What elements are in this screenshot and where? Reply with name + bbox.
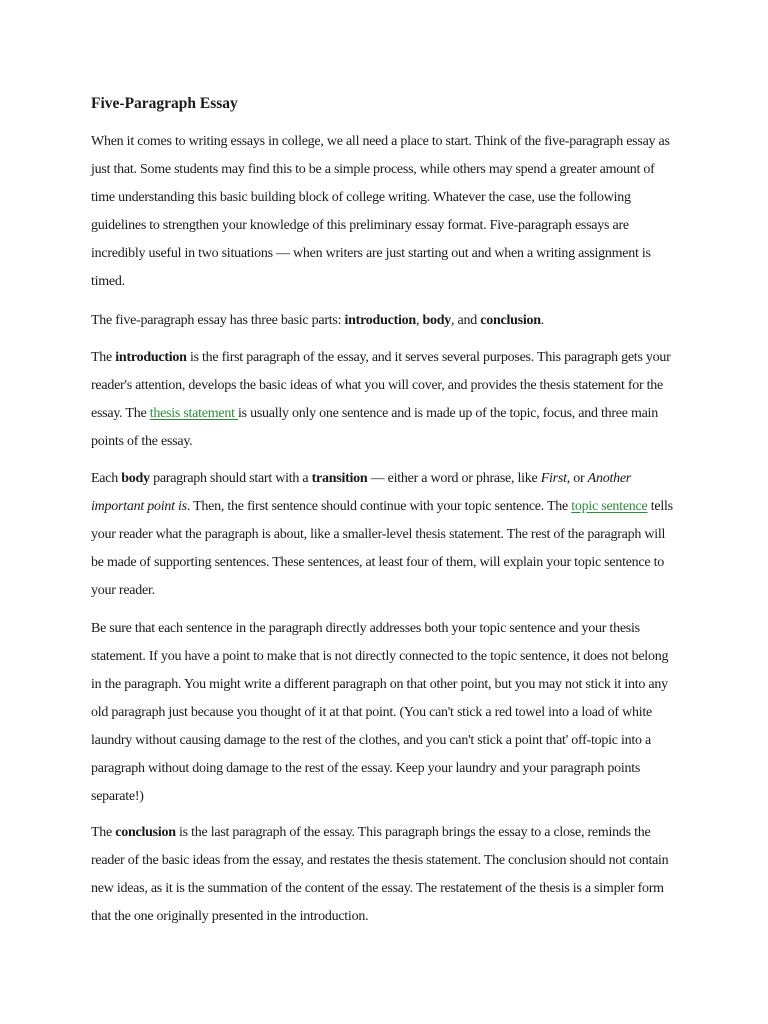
text-run: is usually only one sentence and is made up of the topic, focus, and three main points of the essay. (91, 406, 658, 449)
bold-term-conclusion: conclusion (115, 825, 176, 840)
paragraph-conclusion (91, 819, 681, 931)
italic-example-another: Another important point is (91, 471, 631, 514)
text-run: — either a word or phrase, like (367, 471, 541, 486)
bold-term-body: body (121, 471, 150, 486)
thesis-statement-link[interactable]: thesis statement (149, 406, 238, 421)
paragraph-body (91, 465, 681, 605)
text-run: The (91, 350, 116, 365)
text-run: The five-paragraph essay has three basic parts: (91, 313, 345, 328)
bold-term-introduction: introduction (115, 350, 187, 365)
bold-term-conclusion: conclusion (480, 313, 541, 328)
bold-term-introduction: introduction (344, 313, 416, 328)
paragraph-intro-context: When it comes to writing essays in college, we all need a place to start. Think of the five-paragraph essay as just that. Some students may find this to be a simple process, while others may spend a greater amount of time understanding this basic building block of college writing. Whatever the case, use the following guidelines to strengthen your knowledge of this preliminary essay format. Five-paragraph essays are incredibly useful in two situations — when writers are just starting out and when a writing assignment is timed. (91, 134, 670, 289)
paragraph-introduction (91, 344, 681, 456)
topic-sentence-link[interactable]: topic sentence (571, 499, 648, 514)
text-run: paragraph should start with a (149, 471, 312, 486)
italic-example-first: First (540, 471, 567, 486)
document-title: Five-Paragraph Essay (91, 95, 238, 112)
text-run: tells your reader what the paragraph is about, like a smaller-level thesis statement. The rest of the paragraph will be made of supporting sentences. These sentences, at least four of them, will explain your topic sentence to your reader. (91, 499, 673, 598)
text-run: Each (91, 471, 122, 486)
text-run: The (91, 825, 116, 840)
paragraph-three-parts (91, 307, 681, 335)
paragraph-stay-on-topic: Be sure that each sentence in the paragraph directly addresses both your topic sentence and your thesis statement. If you have a point to make that is not directly connected to the topic sentence, it does not belong in the paragraph. You might write a different paragraph on that other point, but you may not stick it into any old paragraph just because you thought of it at that point. (You can't stick a red towel into a load of white laundry without causing damage to the rest of the clothes, and you can't stick a point that' off-topic into a paragraph without doing damage to the rest of the essay. Keep your laundry and your paragraph points separate!) (91, 621, 669, 804)
text-run: is the first paragraph of the essay, and it serves several purposes. This paragraph gets your reader's attention, develops the basic ideas of what you will cover, and provides the thesis statement for the essay. The (91, 350, 671, 421)
text-run: , and (451, 313, 481, 328)
text-run: . (540, 313, 544, 328)
text-run: is the last paragraph of the essay. This paragraph brings the essay to a close, reminds the reader of the basic ideas from the essay, and restates the thesis statement. The conclusion should not contain new ideas, as it is the summation of the content of the essay. The restatement of the thesis is a simpler form that the one originally presented in the introduction. (91, 825, 669, 924)
bold-term-body: body (422, 313, 452, 328)
text-run: . Then, the first sentence should continue with your topic sentence. The (186, 499, 572, 514)
bold-term-transition: transition (311, 471, 368, 486)
text-run: , or (566, 471, 588, 486)
text-run: , (415, 313, 423, 328)
